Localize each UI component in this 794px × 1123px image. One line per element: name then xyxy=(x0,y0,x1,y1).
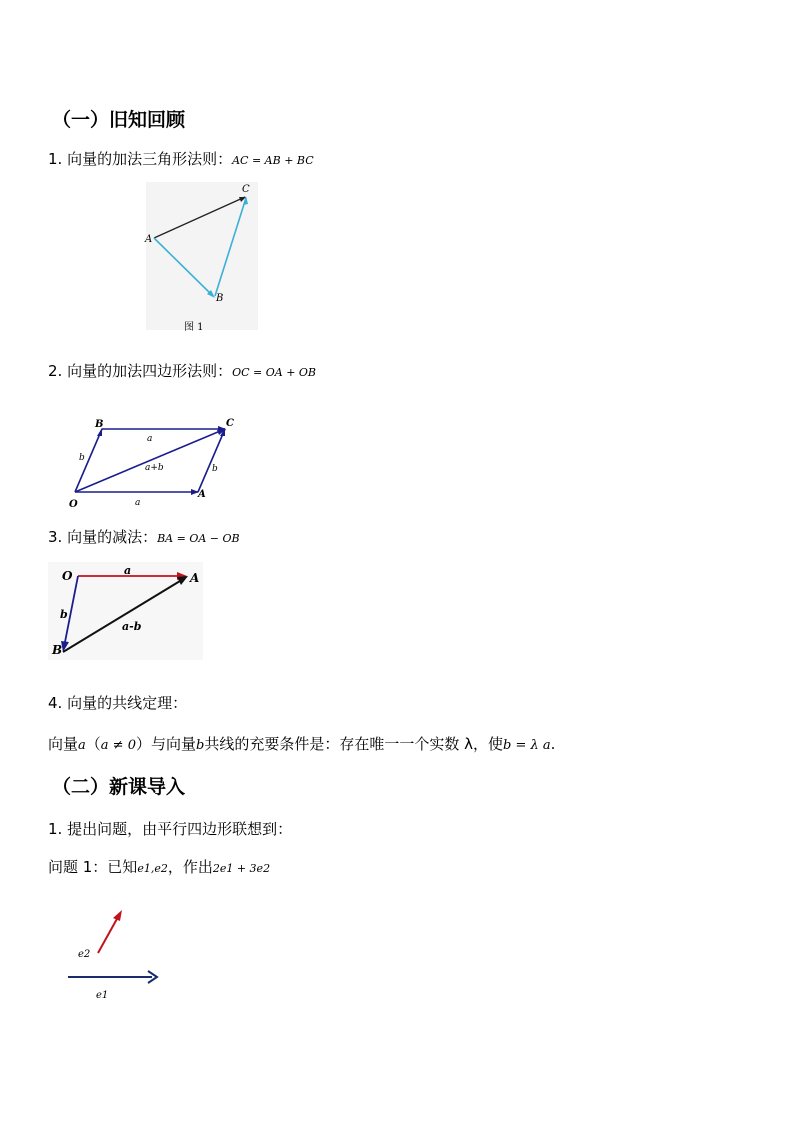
label-e1: e1 xyxy=(96,990,109,1001)
question1 xyxy=(48,856,270,877)
collinear-equation: b = λ a xyxy=(502,738,551,753)
item2-text: 2. 向量的加法四边形法则： xyxy=(48,362,233,380)
section-heading-2: （二）新课导入 xyxy=(52,776,186,798)
label-b-right: b xyxy=(212,464,218,474)
question1-prefix: 问题 1：已知 xyxy=(48,858,138,876)
item2-label xyxy=(48,360,316,381)
stmt-part-5: ）与向量 xyxy=(135,735,196,753)
label-a-plus-b: a+b xyxy=(145,463,164,473)
label-b: b xyxy=(60,608,68,621)
item4-label: 4. 向量的共线定理： xyxy=(48,694,188,712)
section-heading-1: （一）旧知回顾 xyxy=(52,109,186,131)
point-label-c: C xyxy=(242,184,250,195)
item1-text: 1. 向量的加法三角形法则： xyxy=(48,150,233,168)
item1-formula: AC = AB + BC xyxy=(232,154,314,167)
collinear-theorem-statement xyxy=(48,733,555,754)
point-label-a: A xyxy=(145,234,153,245)
stmt-part-1: 向量 xyxy=(48,735,79,753)
item3-label xyxy=(48,526,240,547)
stmt-part-3: （ xyxy=(85,735,101,753)
point-label-b: B xyxy=(95,419,104,430)
point-label-b: B xyxy=(52,643,63,657)
base-vectors-figure xyxy=(60,900,170,1005)
stmt-part-9: . xyxy=(550,735,556,753)
parallelogram-rule-figure xyxy=(65,412,245,512)
label-a-top: a xyxy=(147,434,153,444)
item1-label xyxy=(48,148,314,169)
figure-caption: 图 1 xyxy=(184,322,204,333)
item2-formula: OC = OA + OB xyxy=(232,366,317,379)
target-vector: 2e1 + 3e2 xyxy=(212,862,271,875)
point-label-b: B xyxy=(216,293,224,304)
label-e2: e2 xyxy=(78,949,91,960)
point-label-a: A xyxy=(190,571,200,585)
vector-a-symbol: a xyxy=(78,738,86,753)
given-vectors: e1,e2 xyxy=(137,862,168,875)
point-label-c: C xyxy=(226,418,234,429)
nonzero-condition: a ≠ 0 xyxy=(100,738,136,753)
label-b-left: b xyxy=(79,453,85,463)
question1-mid: ，作出 xyxy=(167,858,213,876)
subtraction-figure xyxy=(48,562,208,662)
item3-text: 3. 向量的减法： xyxy=(48,528,158,546)
stmt-part-7: 共线的充要条件是：存在唯一一个实数 λ，使 xyxy=(204,735,503,753)
label-a-minus-b: a-b xyxy=(122,620,142,633)
figure-background xyxy=(146,182,258,330)
point-label-o: O xyxy=(62,569,73,583)
section2-item1-label: 1. 提出问题，由平行四边形联想到： xyxy=(48,820,293,838)
vector-b-symbol: b xyxy=(196,738,205,753)
vector-e2 xyxy=(98,917,118,953)
arrowhead-e2 xyxy=(113,910,122,921)
item3-formula: BA = OA − OB xyxy=(157,532,240,545)
point-label-o: O xyxy=(69,499,78,510)
triangle-rule-figure xyxy=(140,180,260,335)
point-label-a: A xyxy=(198,489,206,500)
label-a: a xyxy=(124,564,132,577)
label-a-bottom: a xyxy=(135,498,141,508)
